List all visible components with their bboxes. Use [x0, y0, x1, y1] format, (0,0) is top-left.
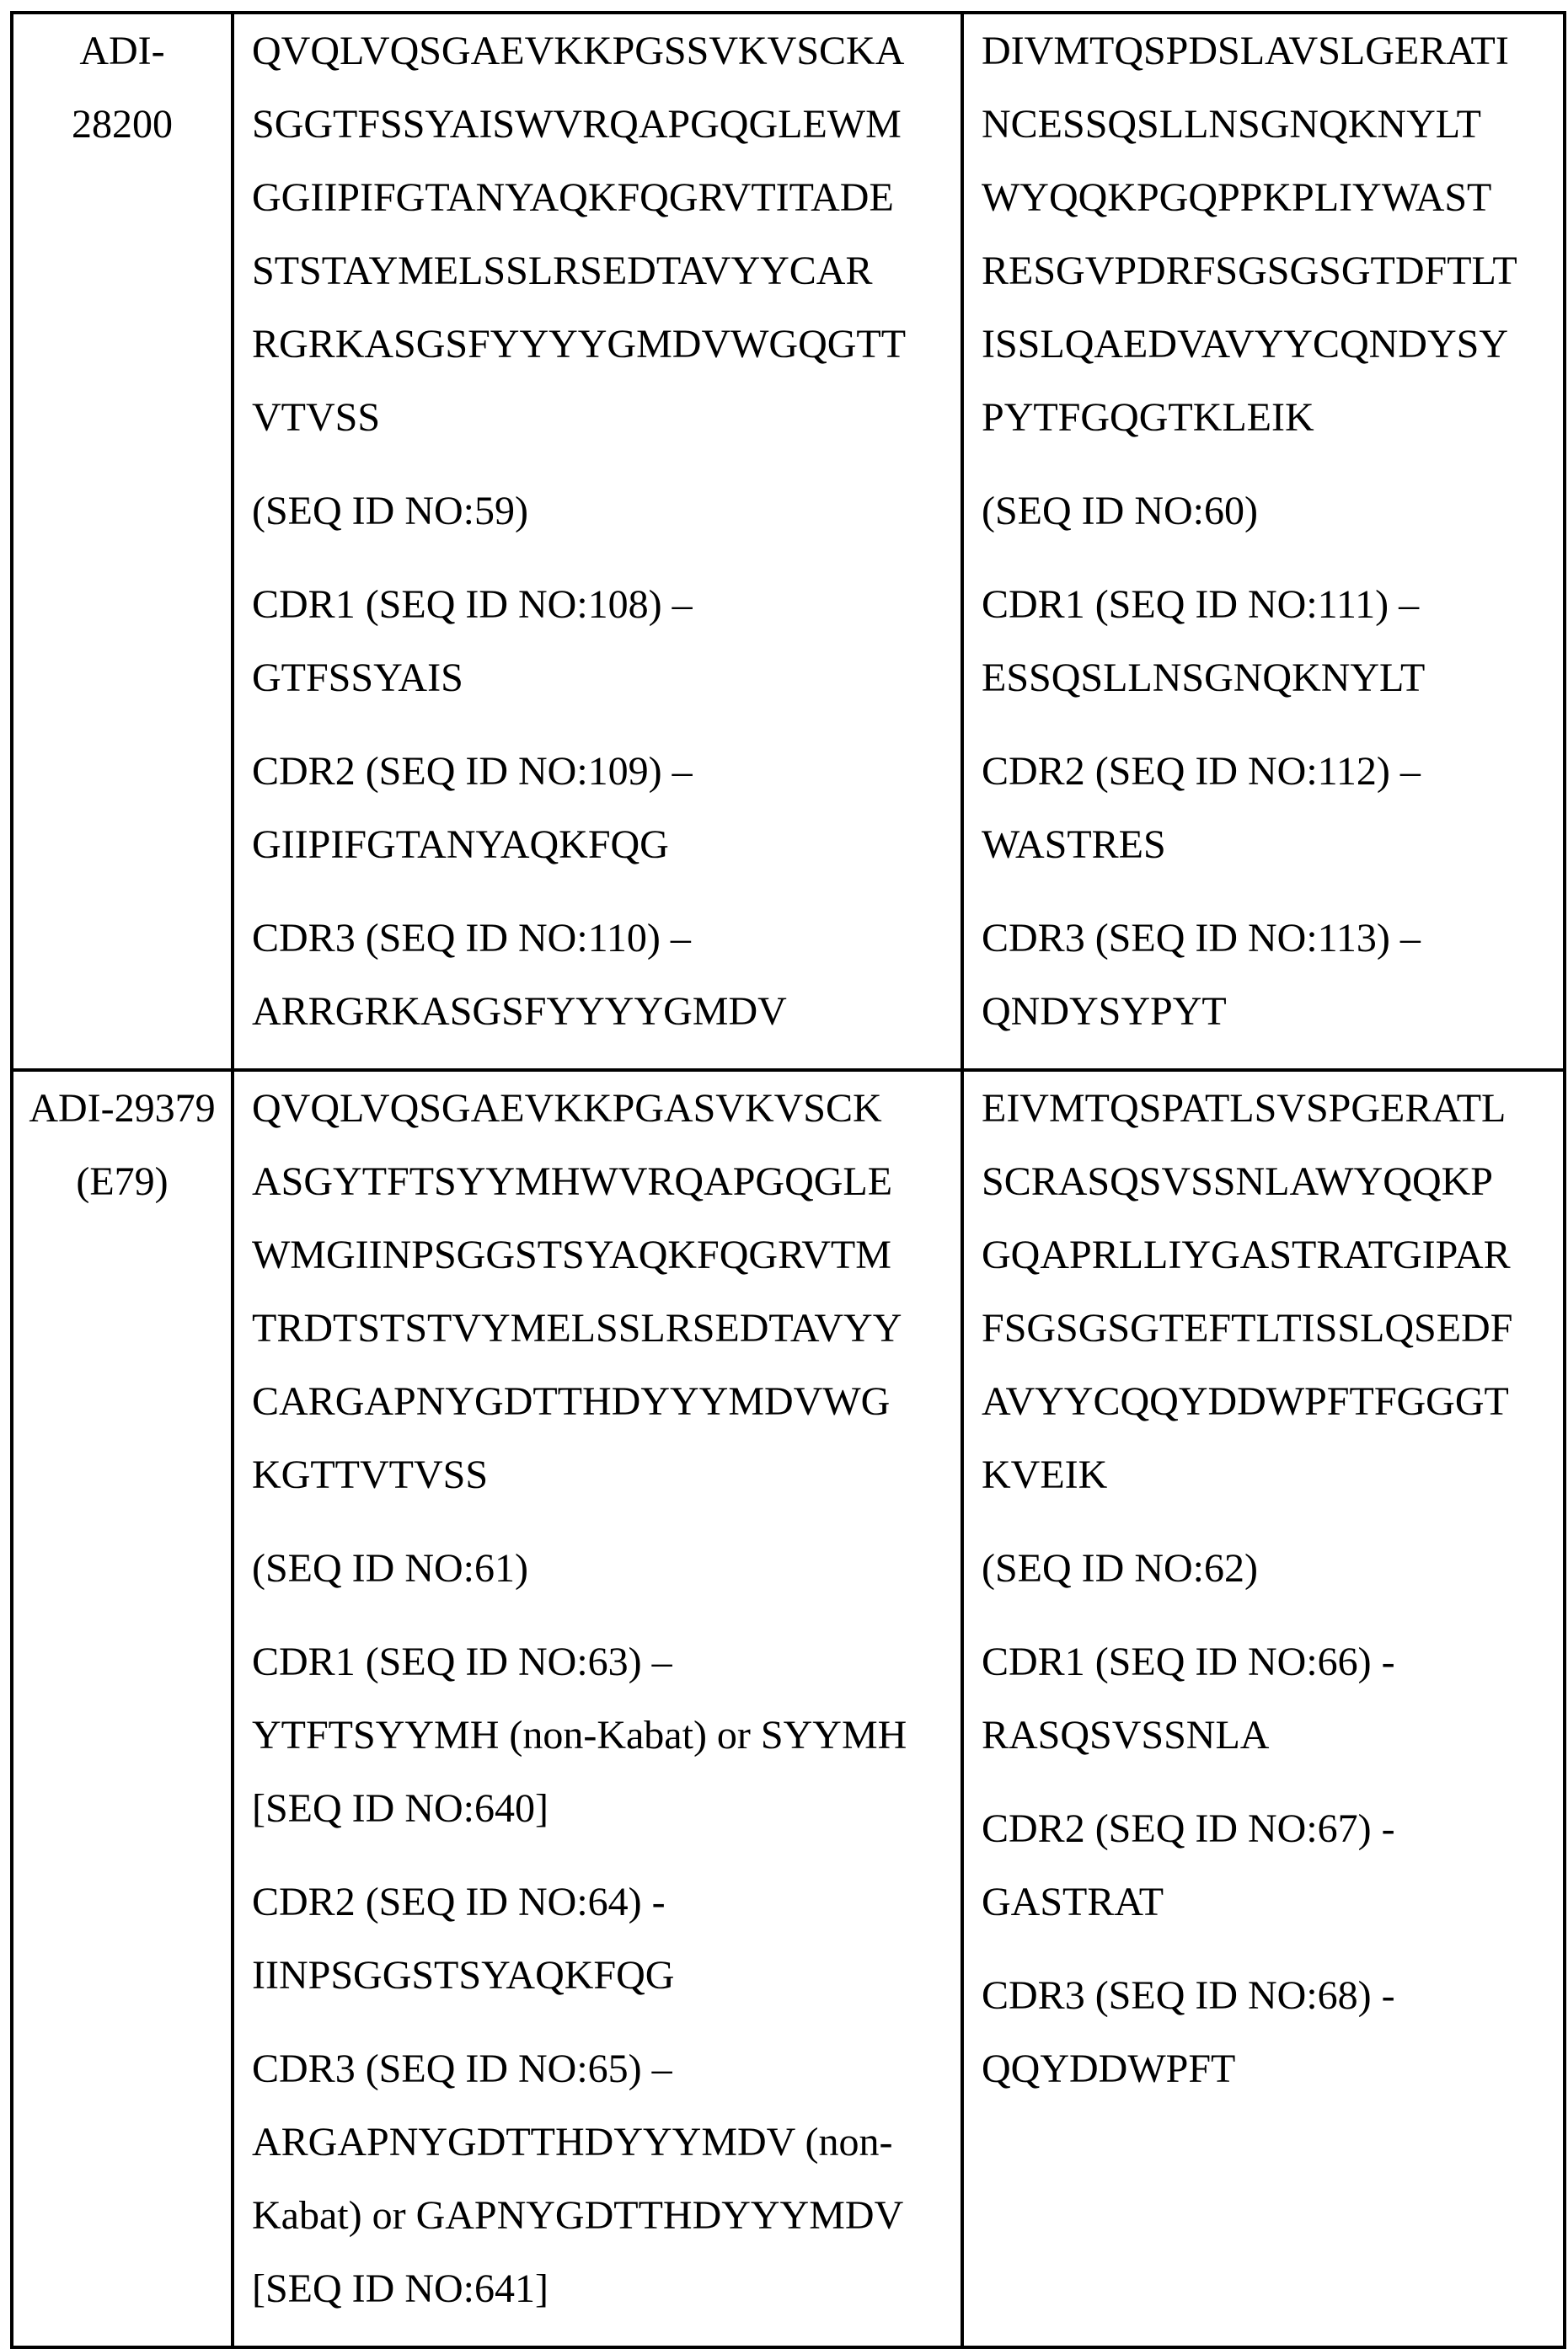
cdr-entry	[982, 1792, 1555, 1939]
text-line: ARGAPNYGDTTHDYYYMDV (non-	[252, 2106, 952, 2179]
text-line: IINPSGGSTSYAQKFQG	[252, 1939, 952, 2012]
cdr-entry	[982, 1625, 1555, 1772]
text-line: RESGVPDRFSGSGSGTDFTLT	[982, 234, 1555, 308]
sequence-block	[982, 1072, 1555, 1512]
text-line: CDR2 (SEQ ID NO:67) -	[982, 1792, 1555, 1865]
text-line: QVQLVQSGAEVKKPGSSVKVSCKA	[252, 14, 952, 88]
cdr-entry	[252, 568, 952, 714]
text-line: SGGTFSSYAISWVRQAPGQGLEWM	[252, 88, 952, 161]
text-line: GIIPIFGTANYAQKFQG	[252, 808, 952, 881]
antibody-id-cell	[12, 13, 233, 1070]
text-line: STSTAYMELSSLRSEDTAVYYCAR	[252, 234, 952, 308]
text-line: CDR2 (SEQ ID NO:109) –	[252, 735, 952, 808]
text-line: CDR3 (SEQ ID NO:110) –	[252, 902, 952, 975]
sequence-block	[982, 14, 1555, 454]
text-line: FSGSGSGTEFTLTISSLQSEDF	[982, 1292, 1555, 1365]
text-line: WMGIINPSGGSTSYAQKFQGRVTM	[252, 1218, 952, 1292]
text-line: 28200	[17, 88, 227, 161]
cdr-entry	[982, 735, 1555, 881]
text-line: RGRKASGSFYYYYGMDVWGQGTT	[252, 308, 952, 381]
antibody-sequence-table	[10, 11, 1566, 2349]
text-line: ADI-	[17, 14, 227, 88]
antibody-id-cell	[12, 1070, 233, 2347]
text-line: ADI-29379	[17, 1072, 227, 1145]
text-line: GGIIPIFGTANYAQKFQGRVTITADE	[252, 161, 952, 234]
text-line: (SEQ ID NO:62)	[982, 1532, 1555, 1605]
text-line: PYTFGQGTKLEIK	[982, 381, 1555, 454]
text-line: (SEQ ID NO:61)	[252, 1532, 952, 1605]
text-line: RASQSVSSNLA	[982, 1699, 1555, 1772]
text-line: SCRASQSVSSNLAWYQQKP	[982, 1145, 1555, 1218]
text-line: QNDYSYPYT	[982, 975, 1555, 1048]
text-line: QQYDDWPFT	[982, 2032, 1555, 2106]
text-line: Kabat) or GAPNYGDTTHDYYYMDV	[252, 2179, 952, 2252]
text-line: (SEQ ID NO:60)	[982, 474, 1555, 548]
antibody-id	[17, 1072, 227, 1218]
light-chain-cell	[962, 13, 1565, 1070]
text-line: WYQQKPGQPPKPLIYWAST	[982, 161, 1555, 234]
table-row	[12, 13, 1565, 1070]
text-line: (SEQ ID NO:59)	[252, 474, 952, 548]
cdr-entry	[982, 568, 1555, 714]
heavy-chain-cell	[233, 13, 962, 1070]
cdr-entry	[252, 1625, 952, 1845]
text-line: CDR3 (SEQ ID NO:65) –	[252, 2032, 952, 2106]
text-line: ESSQSLLNSGNQKNYLT	[982, 641, 1555, 714]
antibody-id	[17, 14, 227, 161]
text-line: ARRGRKASGSFYYYYGMDV	[252, 975, 952, 1048]
cdr-entry	[252, 902, 952, 1048]
sequence-block	[252, 14, 952, 454]
text-line: [SEQ ID NO:641]	[252, 2252, 952, 2325]
table-row	[12, 1070, 1565, 2347]
text-line: VTVSS	[252, 381, 952, 454]
text-line: KVEIK	[982, 1438, 1555, 1512]
heavy-chain-cell	[233, 1070, 962, 2347]
text-line: GASTRAT	[982, 1865, 1555, 1939]
seq-id-label	[982, 1532, 1555, 1605]
text-line: ISSLQAEDVAVYYCQNDYSY	[982, 308, 1555, 381]
sequence-block	[252, 1072, 952, 1512]
text-line: GTFSSYAIS	[252, 641, 952, 714]
cdr-entry	[252, 1865, 952, 2012]
seq-id-label	[252, 474, 952, 548]
text-line: [SEQ ID NO:640]	[252, 1772, 952, 1845]
text-line: CDR3 (SEQ ID NO:68) -	[982, 1959, 1555, 2032]
text-line: WASTRES	[982, 808, 1555, 881]
text-line: QVQLVQSGAEVKKPGASVKVSCK	[252, 1072, 952, 1145]
text-line: TRDTSTSTVYMELSSLRSEDTAVYY	[252, 1292, 952, 1365]
seq-id-label	[252, 1532, 952, 1605]
text-line: CDR1 (SEQ ID NO:66) -	[982, 1625, 1555, 1699]
text-line: CDR2 (SEQ ID NO:112) –	[982, 735, 1555, 808]
light-chain-cell	[962, 1070, 1565, 2347]
text-line: DIVMTQSPDSLAVSLGERATI	[982, 14, 1555, 88]
seq-id-label	[982, 474, 1555, 548]
cdr-entry	[982, 902, 1555, 1048]
cdr-entry	[252, 735, 952, 881]
text-line: GQAPRLLIYGASTRATGIPAR	[982, 1218, 1555, 1292]
text-line: EIVMTQSPATLSVSPGERATL	[982, 1072, 1555, 1145]
text-line: CDR1 (SEQ ID NO:63) –	[252, 1625, 952, 1699]
text-line: NCESSQSLLNSGNQKNYLT	[982, 88, 1555, 161]
text-line: CARGAPNYGDTTHDYYYMDVWG	[252, 1365, 952, 1438]
text-line: ASGYTFTSYYMHWVRQAPGQGLE	[252, 1145, 952, 1218]
cdr-entry	[982, 1959, 1555, 2106]
text-line: (E79)	[17, 1145, 227, 1218]
cdr-entry	[252, 2032, 952, 2325]
text-line: YTFTSYYMH (non-Kabat) or SYYMH	[252, 1699, 952, 1772]
text-line: CDR3 (SEQ ID NO:113) –	[982, 902, 1555, 975]
text-line: CDR1 (SEQ ID NO:108) –	[252, 568, 952, 641]
text-line: KGTTVTVSS	[252, 1438, 952, 1512]
text-line: CDR2 (SEQ ID NO:64) -	[252, 1865, 952, 1939]
text-line: AVYYCQQYDDWPFTFGGGT	[982, 1365, 1555, 1438]
text-line: CDR1 (SEQ ID NO:111) –	[982, 568, 1555, 641]
